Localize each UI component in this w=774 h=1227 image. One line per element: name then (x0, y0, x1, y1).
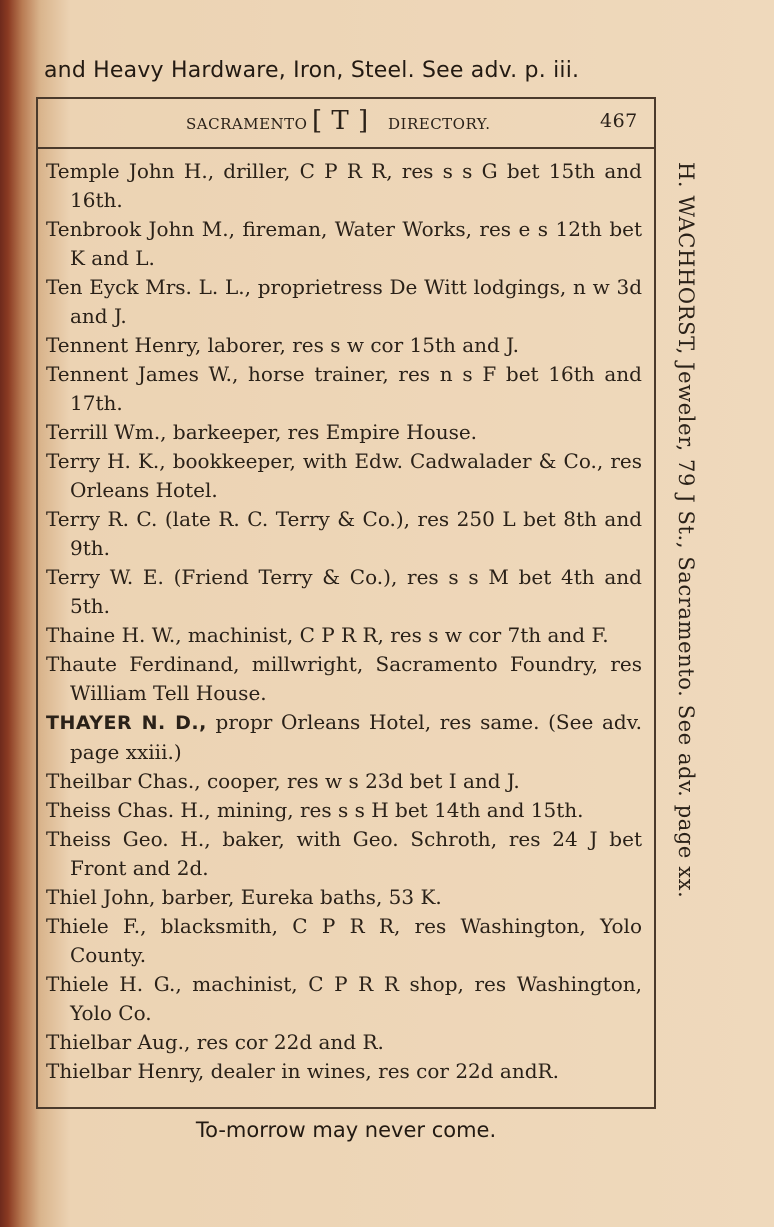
directory-entry (46, 273, 642, 331)
directory-entry (46, 796, 642, 825)
entry-details: baker, with Geo. Schroth, res 24 J bet Front and 2d. (70, 827, 642, 880)
entry-name: Thaine H. W., (46, 623, 182, 647)
entry-name: Tennent Henry, (46, 333, 202, 357)
entry-name: Theiss Chas. H., (46, 798, 211, 822)
side-advert (662, 162, 702, 1052)
header-letter: [ T ] (312, 106, 369, 136)
entry-name: Ten Eyck Mrs. L. L., (46, 275, 251, 299)
footer-motto: To-morrow may never come. (195, 1118, 497, 1142)
entry-details: (Friend Terry & Co.), res s s M bet 4th and 5th. (70, 565, 642, 618)
entry-details: bookkeeper, with Edw. Cadwalader & Co., res Orleans Hotel. (70, 449, 642, 502)
directory-entry (46, 447, 642, 505)
entry-details: laborer, res s w cor 15th and J. (201, 333, 520, 357)
directory-entry (46, 970, 642, 1028)
entry-details: fireman, Water Works, res e s 12th bet K and L. (70, 217, 643, 270)
entry-details: (late R. C. Terry & Co.), res 250 L bet 8th and 9th. (70, 507, 643, 560)
entry-details: blacksmith, C P R R, res Washington, Yolo County. (70, 914, 642, 967)
entry-details: barkeeper, res Empire House. (166, 420, 478, 444)
entry-name: THAYER N. D., (46, 712, 207, 734)
entry-name: Theiss Geo. H., (46, 827, 211, 851)
header-directory: DIRECTORY. (388, 115, 491, 133)
entry-name: Thiele F., (46, 914, 147, 938)
entry-name: Tenbrook John M., (46, 217, 235, 241)
entry-name: Thielbar Aug., (46, 1030, 191, 1054)
entry-details: barber, Eureka baths, 53 K. (155, 885, 442, 909)
entry-details: propr Orleans Hotel, res same. (See adv. page xxiii.) (70, 710, 643, 764)
directory-entry (46, 331, 642, 360)
entry-name: Theilbar Chas., (46, 769, 201, 793)
entry-details: cooper, res w s 23d bet I and J. (200, 769, 520, 793)
entry-details: machinist, C P R R, res s w cor 7th and F. (181, 623, 609, 647)
entry-details: horse trainer, res n s F bet 16th and 17th. (70, 362, 642, 415)
page-number: 467 (600, 110, 638, 132)
entry-details: millwright, Sacramento Foundry, res William Tell House. (70, 652, 642, 705)
entry-details: res cor 22d and R. (190, 1030, 384, 1054)
entry-name: Thiele H. G., (46, 972, 182, 996)
directory-entry (46, 505, 642, 563)
top-banner-advert: and Heavy Hardware, Iron, Steel. See adv. p. iii. (44, 58, 580, 83)
directory-entry (46, 912, 642, 970)
entry-name: Terry W. E. (46, 565, 164, 589)
entry-name: Terry H. K., (46, 449, 166, 473)
directory-entry (46, 621, 642, 650)
directory-entry (46, 563, 642, 621)
entry-name: Terrill Wm., (46, 420, 167, 444)
entry-name: Thaute Ferdinand, (46, 652, 240, 676)
directory-entry (46, 1057, 642, 1086)
header-city: SACRAMENTO (186, 115, 308, 133)
running-header (36, 104, 656, 142)
entry-details: mining, res s s H bet 14th and 15th. (210, 798, 584, 822)
entry-name: Temple John H., (46, 159, 215, 183)
entry-details: machinist, C P R R shop, res Washington, Yolo Co. (70, 972, 643, 1025)
directory-entry (46, 360, 642, 418)
directory-entry (46, 418, 642, 447)
directory-entry (46, 1028, 642, 1057)
side-advert-text: H. WACHHORST, Jeweler, 79 J St., Sacramento. See adv. page xx. (674, 162, 698, 899)
directory-entries (46, 157, 642, 1086)
entry-details: dealer in wines, res cor 22d andR. (204, 1059, 559, 1083)
entry-details: proprietress De Witt lodgings, n w 3d and J. (70, 275, 642, 328)
entry-details: driller, C P R R, res s s G bet 15th and 16th. (70, 159, 642, 212)
directory-entry (46, 883, 642, 912)
entry-name: Terry R. C. (46, 507, 158, 531)
entry-name: Thielbar Henry, (46, 1059, 205, 1083)
directory-entry (46, 708, 642, 767)
directory-entry (46, 215, 642, 273)
directory-entry (46, 157, 642, 215)
header-rule (36, 147, 656, 149)
entry-name: Thiel John, (46, 885, 156, 909)
directory-entry (46, 650, 642, 708)
directory-entry (46, 767, 642, 796)
entry-name: Tennent James W., (46, 362, 239, 386)
directory-entry (46, 825, 642, 883)
